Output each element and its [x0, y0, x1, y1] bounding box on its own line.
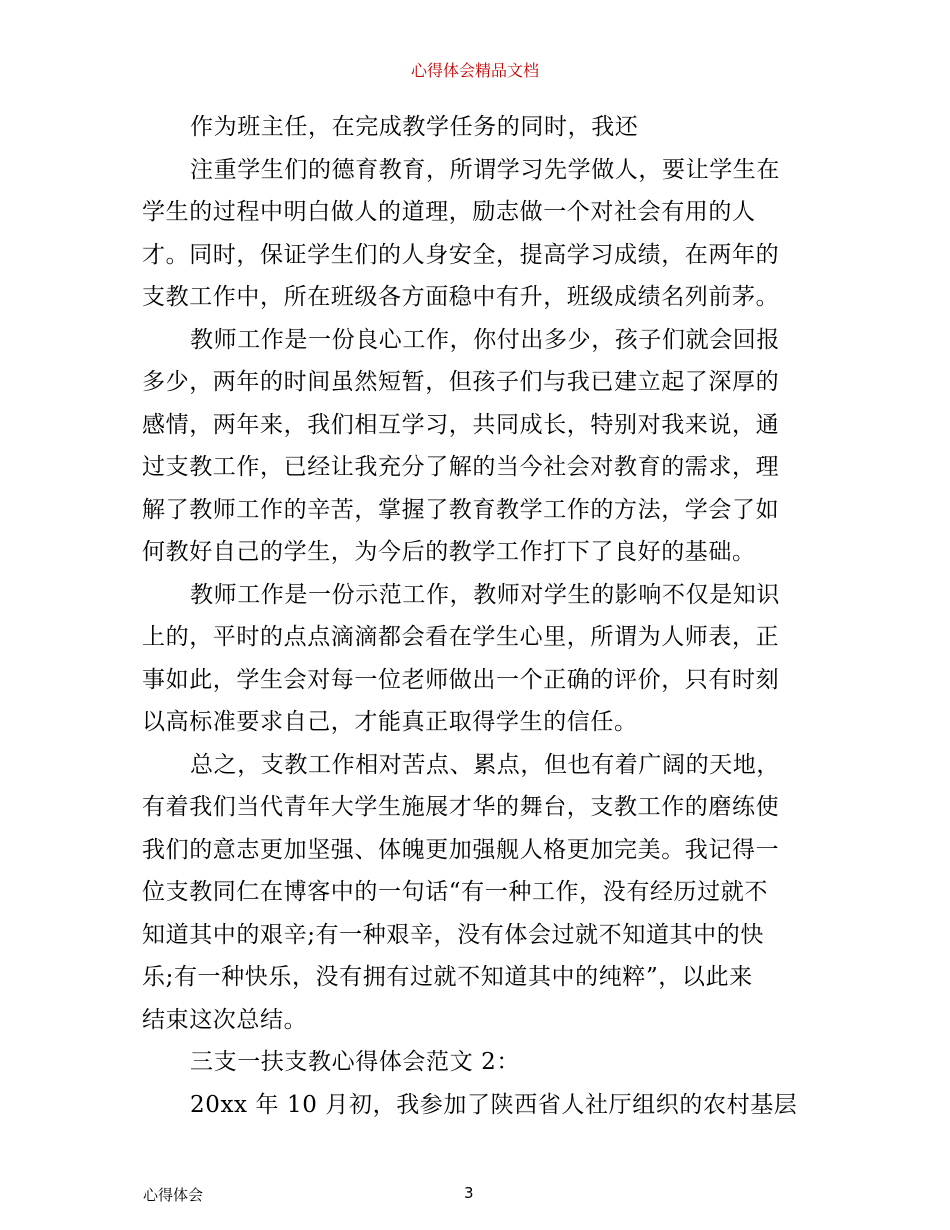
body-line: 教师工作是一份示范工作，教师对学生的影响不仅是知识	[190, 581, 780, 608]
document-header-title: 心得体会精品文档	[410, 61, 539, 80]
body-line: 结束这次总结。	[142, 1006, 308, 1033]
body-line: 过支教工作，已经让我充分了解的当今社会对教育的需求，理	[142, 454, 780, 480]
body-line: 解了教师工作的辛苦，掌握了教育教学工作的方法，学会了如	[142, 496, 780, 523]
body-line: 注重学生们的德育教育，所谓学习先学做人，要让学生在	[190, 156, 780, 183]
body-line: 我们的意志更加坚强、体魄更加强舰人格更加完美。我记得一	[142, 836, 780, 863]
body-line: 知道其中的艰辛;有一种艰辛，没有体会过就不知道其中的快	[142, 921, 764, 948]
body-line: 总之，支教工作相对苦点、累点，但也有着广阔的天地，	[190, 751, 780, 778]
footer-label: 心得体会	[143, 1186, 204, 1204]
document-body	[142, 106, 814, 1126]
body-line: 三支一扶支教心得体会范文 2：	[190, 1049, 520, 1075]
body-line: 作为班主任，在完成教学任务的同时，我还	[190, 114, 639, 140]
body-line: 何教好自己的学生，为今后的教学工作打下了良好的基础。	[142, 539, 756, 565]
body-line: 有着我们当代青年大学生施展才华的舞台，支教工作的磨练使	[142, 794, 780, 820]
body-line: 多少，两年的时间虽然短暂，但孩子们与我已建立起了深厚的	[142, 369, 780, 395]
page-number: 3	[464, 1184, 474, 1202]
body-line: 上的，平时的点点滴滴都会看在学生心里，所谓为人师表，正	[142, 624, 780, 650]
body-line: 才。同时，保证学生们的人身安全，提高学习成绩，在两年的	[142, 241, 780, 268]
body-line: 感情，两年来，我们相互学习，共同成长，特别对我来说，通	[142, 411, 780, 438]
body-line: 学生的过程中明白做人的道理，励志做一个对社会有用的人	[142, 199, 756, 225]
body-line: 教师工作是一份良心工作，你付出多少，孩子们就会回报	[190, 326, 780, 353]
body-line: 支教工作中，所在班级各方面稳中有升，班级成绩名列前茅。	[142, 284, 780, 310]
body-line: 事如此，学生会对每一位老师做出一个正确的评价，只有时刻	[142, 666, 780, 693]
body-line: 乐;有一种快乐，没有拥有过就不知道其中的纯粹”，以此来	[142, 964, 753, 990]
body-line: 位支教同仁在博客中的一句话“有一种工作，没有经历过就不	[142, 879, 768, 905]
body-line: 以高标准要求自己，才能真正取得学生的信任。	[142, 709, 638, 735]
body-line: 20xx 年 10 月初，我参加了陕西省人社厅组织的农村基层	[190, 1091, 798, 1118]
